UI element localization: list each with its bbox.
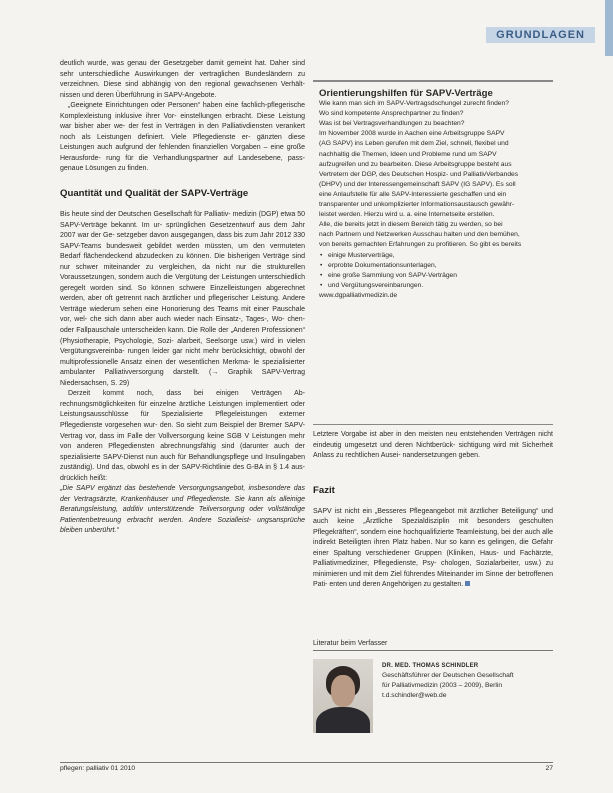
heading-fazit: Fazit [313, 484, 335, 496]
line: den. So sieht zum Beispiel der Bremer SAPV-Vertrag vor, [60, 421, 305, 440]
line: Diese sind abhängig von den regional gewachsenen Verhält- [103, 81, 305, 89]
line: vermuteten Bedarf flächendeckend abzudecken zu können. [60, 242, 305, 261]
line: von bereits gemachten Erfahrungen zu profitieren. So gibt es bereits [319, 241, 522, 249]
line: noch als Leistungen definiert. Viele Pflegedienste er- [60, 133, 251, 141]
line: genaue Lösungen zu finden. [60, 165, 149, 173]
line: (DHPV) und der Interessengemeinschaft SAPV (IG SAPV). Es soll [319, 180, 516, 188]
line: Haus- und Fachärzte, Palliativmediziner, Pflegedienste, Psy- [313, 549, 553, 568]
paragraph-fazit [313, 507, 553, 591]
line: einstellungen erbracht. Diese Leistung war bisher aber we- [60, 112, 306, 131]
line: sichtigung wird mit Sicherheit Anlass zu rechtlichen Ausei- [313, 441, 553, 460]
paragraph-derzeit [60, 389, 305, 484]
right-column [313, 430, 553, 591]
line: der fest in Verträgen in den Palliativdiensten verankert [128, 123, 305, 131]
page-footer [60, 762, 553, 772]
line: deutlich wurde, was genau der Gesetzgeber damit gemeint [60, 60, 252, 67]
line: rung für die Verhandlungspartner auf Landesebene, pass- [106, 154, 305, 162]
line: der vertraglichen Bundesländern zu verzeichnen. [60, 70, 305, 89]
paragraph-geeignete [60, 101, 305, 175]
line: chen- oder Fallpauschale unterscheiden kann. Die Rolle der [60, 316, 305, 335]
question: Wie kann man sich im SAPV-Vertragsdschungel zurecht finden? [319, 100, 509, 108]
line: Patientenbetreuung erbracht werden. Andere Sozialleist- [60, 516, 252, 524]
line: hochqualifizierte Teamleistung, bei der auch alle indirekt [313, 528, 553, 547]
list-item: • und Vergütungsvereinbarungen. [328, 281, 547, 291]
line: Letztere Vorgabe ist aber in den meisten neu entstehenden [313, 431, 503, 438]
photo-body [316, 707, 370, 733]
page-number: 27 [545, 765, 553, 772]
line: chologen, Sozialarbeiter, usw.) zu minimieren und mit dem [313, 560, 553, 578]
line: alarbeit, Seelsorge usw.) wird in vielen Vergütungsvereinba- [60, 337, 305, 356]
line: (AG SAPV) ins Leben gerufen mit dem Ziel, schnell, flexibel und [319, 140, 509, 148]
line: nissen und deren Überführung in SAPV-Angebote. [60, 91, 217, 99]
line: abgerechnet werden, aber oft getrennt nach ärztlicher und [60, 284, 305, 303]
list-item: • einige Musterverträge, [328, 251, 547, 261]
line: mit besonders geschulten Pflegekräften“, sondern eine [313, 518, 553, 536]
line: drücklich heißt: [60, 474, 108, 482]
line: rechnungsmöglichkeiten für einzelne ärztliche Leistungen [60, 400, 243, 408]
line: sondern auch die Vergütung der Leistungen unterschiedlich [118, 274, 305, 282]
line: transparenter und unkomplizierter Informationsaustausch gewähr- [319, 201, 515, 209]
infobox-orientierungshilfen [313, 80, 553, 425]
line: SAPV ist nicht ein „Besseres Pflegeangebot mit ärztlicher [313, 507, 499, 515]
line: ungsansprüche bleiben unberührt.“ [60, 516, 305, 535]
line: das, obwohl es in der SAPV-Richtlinie des G-BA in § 1.4 aus- [111, 464, 305, 472]
line: multiprofessionelle Ansatz einen der wesentlichen Merkma- [60, 358, 251, 366]
infobox-body [319, 129, 547, 250]
line: eine Honorierung des Teams mit einer Pauschale vor, wel- [60, 305, 305, 324]
paragraph-letztere [313, 430, 553, 462]
line: SAPV-Teams bundesweit gebildet werden müssten, um den [60, 242, 265, 250]
author-email[interactable]: t.d.schindler@web.de [382, 692, 447, 699]
author-role-line: Geschäftsführer der Deutschen Gesellschaft [382, 672, 514, 679]
infobox-questions [319, 99, 547, 129]
line: aufzugreifen und zu bearbeiten. Diese Arbeitsgruppe besteht aus [319, 160, 512, 168]
line: „Die SAPV ergänzt das bestehende Versorgungsangebot, [60, 485, 246, 493]
line: Vertretern der DGP, des Deutschen Hospiz- und PalliativVerbandes [319, 170, 519, 178]
list-item: • erprobte Dokumentationsunterlagen, [328, 261, 547, 271]
section-label: GRUNDLAGEN [486, 27, 595, 43]
question: Wo sind kompetente Ansprechpartner zu finden? [319, 110, 464, 118]
line: Derzeit kommt noch, dass bei einigen Verträgen Ab- [68, 390, 305, 398]
intro-paragraph [60, 59, 305, 101]
line: implementiert oder Leistungsausschlüsse für Spezialisierte [60, 400, 305, 419]
line: für Behandlungspflege und Insulingaben zuständig). Und [60, 453, 305, 472]
author-info [382, 661, 557, 701]
line: Pflegedienste. Sie kann als alleinige Beratungsleistung, [60, 495, 305, 514]
list-item: • eine große Sammlung von SAPV-Verträgen [328, 271, 547, 281]
header-edge-bar [605, 0, 613, 56]
line: fachlich-pflegerische Komplexleistung inklusive ihrer Vor- [60, 102, 305, 120]
line: geregelt worden sind. So können schwere Einzelleistungen [60, 284, 262, 292]
quote-sapv-richtlinie [60, 484, 305, 537]
journal-name: pflegen: palliativ 01 2010 [60, 765, 136, 772]
line: che sich dann aber auch wieder nach Einsatz-, Tages-, Wo- [90, 316, 285, 324]
photo-face [331, 675, 355, 707]
line: Beteiligten ihren Platz haben. Nur so kann es gelingen, die [338, 539, 529, 547]
line: Die bisherigen Verträge sind nur schwer miteinander zu [60, 253, 305, 271]
line: Bis heute sind der Deutschen Gesellschaft für Palliativ- [60, 211, 231, 219]
line: „Anderen Professionen“ (Physiotherapie, Psychologie, Sozi- [60, 327, 305, 345]
line: nachhaltig die Themen, Ideen und Probleme rund um SAPV [319, 150, 497, 158]
author-role-line: für Palliativmedizin (2003 – 2009), Berlin [382, 682, 503, 689]
line: finanziellen Vorgaben – eine große Herausforde- [60, 144, 305, 162]
line: dass im Falle der Vollversorgung keine SGB V Leistungen [99, 432, 287, 440]
line: hat. Daher sind sehr unterschiedliche Auswirkungen [60, 60, 305, 78]
end-of-article-icon [465, 581, 470, 586]
paragraph-vertraege [60, 210, 305, 389]
line: „Geeignete Einrichtungen oder Personen“ haben eine [68, 102, 239, 110]
infobox-bullet-list [319, 251, 547, 291]
line: enten und deren Angehörigen zu gestalten. [329, 581, 464, 589]
left-column [60, 59, 305, 537]
line: Beteiligung“ und auch keine „Ärztliche Spezialdisziplin [313, 507, 554, 526]
line: setzgeber davon ausgegangen, dass bis zum Jahr 2012 330 [116, 232, 305, 240]
line: vergleichen, da nicht nur die strukturellen Voraussetzungen, [60, 263, 305, 282]
line: Ziel führendes Miteinander im Sinne der betroffenen Pati- [313, 570, 553, 589]
line: Pflegeleistungen externer Pflegedienste vorgesehen wur- [60, 411, 305, 429]
line: mehr von anderen Pflegediensten abrechnungsfähig sind [60, 432, 306, 451]
line: eine Anlaufstelle für alle SAPV-Interessierte geschaffen und ein [319, 190, 507, 198]
line: leistet werden. Hierzu wird u. a. eine Internetseite erstellen. [319, 211, 495, 219]
line: Verträgen nicht eindeutig umgesetzt und deren Nichtberück- [313, 431, 553, 449]
author-photo [313, 659, 373, 733]
line: Im November 2008 wurde in Aachen eine Arbeitsgruppe SAPV [319, 130, 505, 138]
line: additiv unterstützende Teilversorgung oder vollständige [122, 506, 305, 514]
dgp-website-link[interactable]: www.dgpalliativmedizin.de [319, 291, 398, 299]
line: (darunter auch der spezialisierte SAPV-Dienst nun auch [60, 443, 305, 461]
line: rungen leider gar nicht mehr berücksichtigt, obwohl der [127, 348, 305, 356]
author-name: DR. MED. THOMAS SCHINDLER [382, 663, 479, 669]
infobox-title: Orientierungshilfen für SAPV-Verträge [319, 88, 493, 99]
heading-quantitaet: Quantität und Qualität der SAPV-Verträge [60, 188, 249, 200]
line: gänzten diese Leistungen auch aufgrund der fehlenden [60, 133, 305, 152]
line: nach Partnern und Netzwerken Ausschau halten und den bemühen, [319, 231, 520, 239]
graphic-reference: (→ Graphik SAPV-Vertrag Niedersachsen, S. 29) [60, 369, 305, 387]
line: Gefahr einer Spaltung verschiedener Gruppen (Kliniken, [313, 539, 553, 557]
question: Was ist bei Vertragsverhandlungen zu beachten? [319, 120, 465, 128]
line: le spezialisierter ambulanter Palliativversorgung darstellt. [60, 358, 306, 377]
line: pflegerischer Leistung. Andere Verträge wiederum sehen [60, 295, 305, 313]
literature-note: Literatur beim Verfasser [313, 640, 553, 651]
line: medizin (DGP) etwa 50 SAPV-Verträge bekannt. Im ur- [60, 211, 306, 229]
line: Alle, die bereits jetzt in diesem Bereich tätig zu werden, so bei [319, 221, 503, 229]
line: nandersetzungen geben. [402, 452, 480, 460]
line: insbesondere das der Vertragsärzte, Krankenhäuser und [60, 485, 305, 503]
line: sprünglichen Gesetzentwurf aus dem Jahr 2007 war der Ge- [60, 221, 305, 240]
